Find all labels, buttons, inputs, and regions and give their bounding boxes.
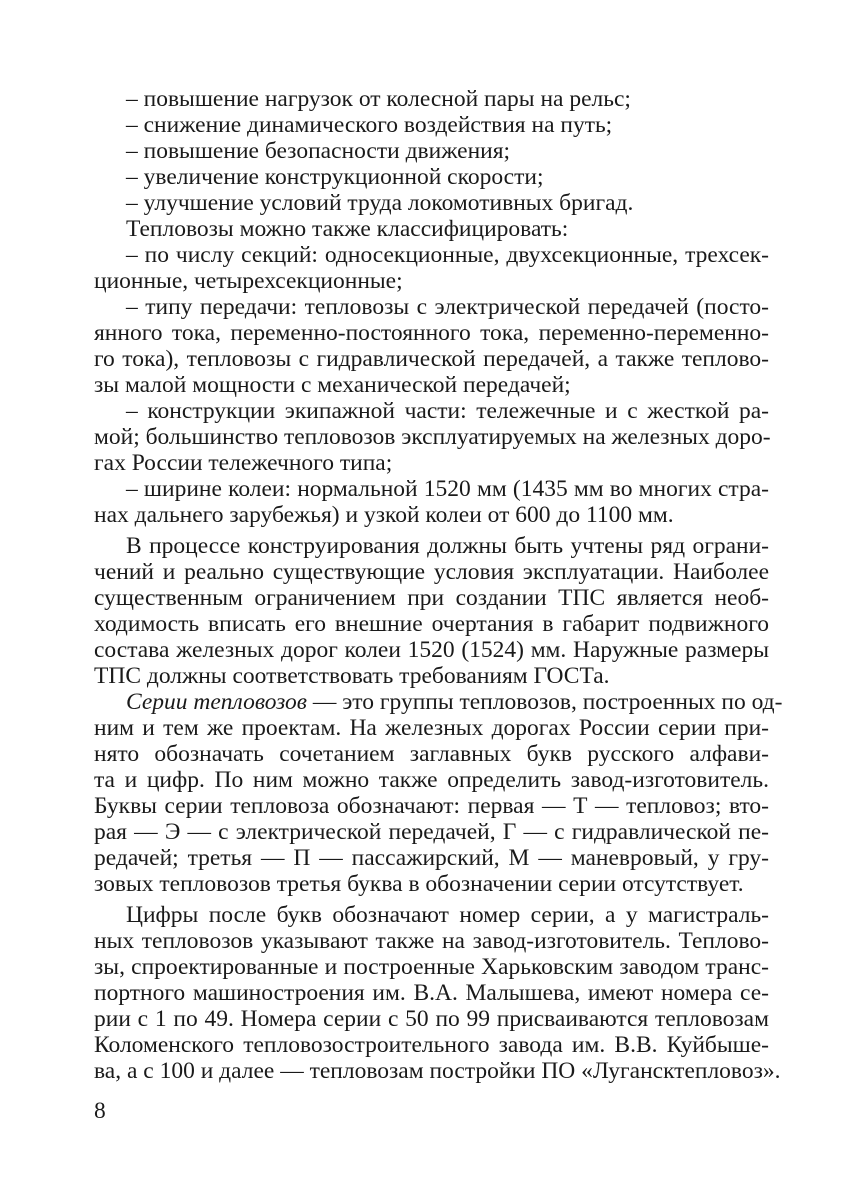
paragraph-line: ТПС должны соответствовать требованиям ГОСТа. (94, 663, 610, 689)
paragraph-line: состава железных дорог колеи 1520 (1524) мм. Наружные размеры (94, 637, 769, 663)
paragraph-text: — это группы тепловозов, построенных по од- (306, 689, 783, 715)
paragraph-line: ним и тем же проектам. На железных дорогах России серии при- (94, 715, 769, 741)
paragraph-line: зы, спроектированные и построенные Харьковским заводом транс- (94, 954, 769, 980)
paragraph-line: та и цифр. По ним можно также определить завод-изготовитель. (94, 767, 769, 793)
paragraph-line: Цифры после букв обозначают номер серии, а у магистраль- (126, 902, 769, 928)
list-item: зы малой мощности с механической передачей; (94, 372, 571, 398)
paragraph-line: чений и реально существующие условия эксплуатации. Наиболее (94, 559, 769, 585)
list-item: – повышение безопасности движения; (126, 138, 511, 164)
paragraph-line: зовых тепловозов третья буква в обозначении серии отсутствует. (94, 871, 744, 897)
paragraph-line (126, 689, 783, 715)
paragraph-line: ходимость вписать его внешние очертания в габарит подвижного (94, 611, 769, 637)
paragraph-line: портного машиностроения им. В.А. Малышева, имеют номера се- (94, 980, 769, 1006)
paragraph-line: ва, а с 100 и далее — тепловозам постройки ПО «Лугансктепловоз». (94, 1058, 781, 1084)
paragraph-line: Коломенского тепловозостроительного завода им. В.В. Куйбыше- (94, 1032, 769, 1058)
list-item: ционные, четырехсекционные; (94, 268, 403, 294)
list-item: гах России тележечного типа; (94, 450, 393, 476)
paragraph-line: ных тепловозов указывают также на завод-изготовитель. Теплово- (94, 928, 769, 954)
page-number: 8 (94, 1098, 106, 1124)
paragraph-line: рии с 1 по 49. Номера серии с 50 по 99 присваиваются тепловозам (94, 1006, 769, 1032)
list-item: – типу передачи: тепловозы с электрической передачей (посто- (126, 294, 769, 320)
paragraph-line: редачей; третья — П — пассажирский, М — маневровый, у гру- (94, 845, 769, 871)
list-item: – увеличение конструкционной скорости; (126, 164, 544, 190)
paragraph-line: Буквы серии тепловоза обозначают: первая — Т — тепловоз; вто- (94, 793, 769, 819)
list-item: – ширине колеи: нормальной 1520 мм (1435 мм во многих стра- (126, 476, 769, 502)
list-item: – снижение динамического воздействия на путь; (126, 112, 613, 138)
paragraph-line: нято обозначать сочетанием заглавных букв русского алфави- (94, 741, 769, 767)
list-item: янного тока, переменно-постоянного тока, переменно-переменно- (94, 320, 769, 346)
list-item: го тока), тепловозы с гидравлической передачей, а также теплово- (94, 346, 769, 372)
list-item: – конструкции экипажной части: тележечные и с жесткой ра- (126, 398, 769, 424)
list-item: – повышение нагрузок от колесной пары на рельс; (126, 86, 631, 112)
italic-term: Серии тепловозов (126, 689, 307, 715)
list-item: – по числу секций: односекционные, двухсекционные, трехсек- (126, 242, 769, 268)
paragraph-line: В процессе конструирования должны быть учтены ряд ограни- (126, 533, 769, 559)
paragraph-line: существенным ограничением при создании ТПС является необ- (94, 585, 769, 611)
paragraph-line: Тепловозы можно также классифицировать: (126, 216, 569, 242)
list-item: нах дальнего зарубежья) и узкой колеи от 600 до 1100 мм. (94, 502, 674, 528)
paragraph-line: рая — Э — с электрической передачей, Г — с гидравлической пе- (94, 819, 769, 845)
list-item: мой; большинство тепловозов эксплуатируемых на железных доро- (94, 424, 771, 450)
list-item: – улучшение условий труда локомотивных бригад. (126, 190, 634, 216)
